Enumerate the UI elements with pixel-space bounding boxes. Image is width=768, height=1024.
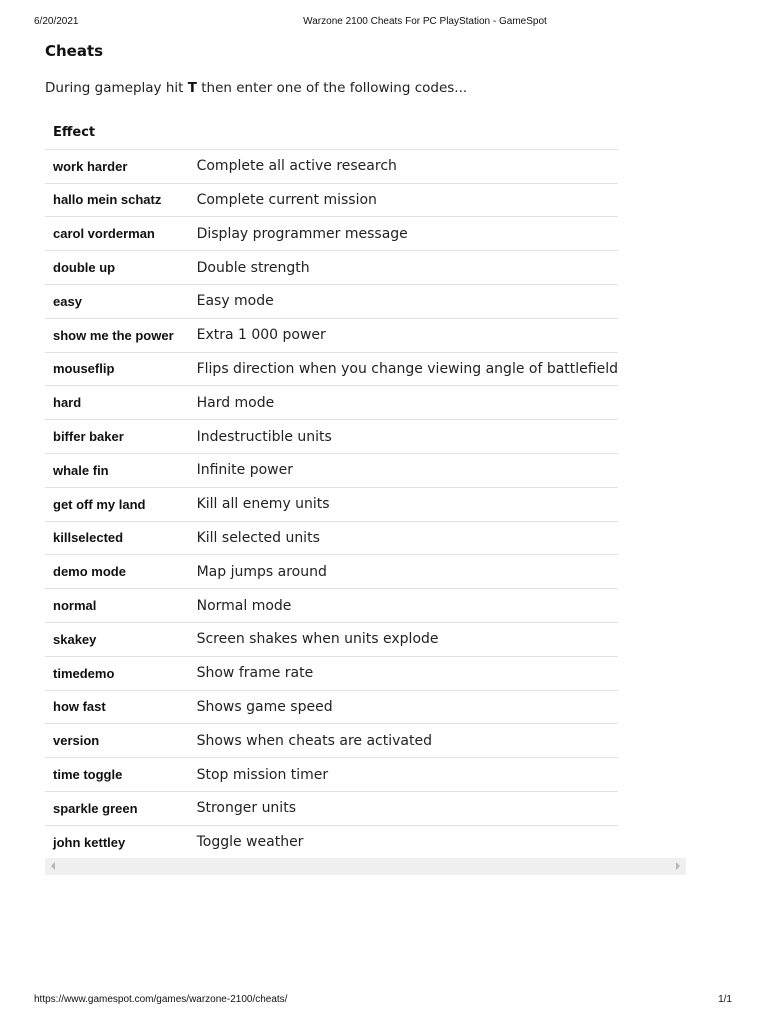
cheat-effect: Screen shakes when units explode: [189, 622, 618, 656]
table-header-row: [45, 116, 618, 149]
table-row: [45, 420, 618, 454]
cheat-code: time toggle: [45, 758, 189, 792]
table-row: [45, 352, 618, 386]
table-row: [45, 487, 618, 521]
table-row: [45, 183, 618, 217]
table-row: [45, 758, 618, 792]
print-header: [0, 16, 768, 30]
cheats-table-container: [45, 116, 686, 859]
cheat-effect: Shows when cheats are activated: [189, 724, 618, 758]
print-date: 6/20/2021: [34, 16, 79, 27]
scroll-left-arrow-icon[interactable]: [51, 862, 55, 870]
table-row: [45, 555, 618, 589]
cheat-effect: Map jumps around: [189, 555, 618, 589]
cheat-effect: Indestructible units: [189, 420, 618, 454]
cheat-effect: Easy mode: [189, 284, 618, 318]
cheat-code: demo mode: [45, 555, 189, 589]
cheat-code: double up: [45, 251, 189, 285]
scroll-right-arrow-icon[interactable]: [676, 862, 680, 870]
cheat-code: normal: [45, 589, 189, 623]
intro-before: During gameplay hit: [45, 80, 188, 96]
print-page-title: Warzone 2100 Cheats For PC PlayStation - GameSpot: [303, 16, 547, 27]
cheat-code: version: [45, 724, 189, 758]
table-row: [45, 284, 618, 318]
cheat-code: carol vorderman: [45, 217, 189, 251]
table-row: [45, 622, 618, 656]
table-row: [45, 521, 618, 555]
table-row: [45, 149, 618, 183]
cheat-code: show me the power: [45, 318, 189, 352]
cheat-code: hard: [45, 386, 189, 420]
cheat-code: sparkle green: [45, 791, 189, 825]
intro-text: [45, 80, 467, 96]
cheat-code: john kettley: [53, 834, 126, 850]
intro-after: then enter one of the following codes...: [196, 80, 468, 96]
table-row: [45, 656, 618, 690]
intro-key: T: [187, 80, 197, 96]
cheat-effect: Stronger units: [189, 791, 618, 825]
section-heading: Cheats: [45, 42, 104, 60]
table-row: [45, 724, 618, 758]
cheat-effect: Show frame rate: [189, 656, 618, 690]
table-row: [45, 453, 618, 487]
cheat-code: skakey: [45, 622, 189, 656]
table-row: [45, 589, 618, 623]
cheats-table-body: [45, 149, 618, 858]
horizontal-scrollbar[interactable]: [45, 858, 686, 875]
table-header-effect: Effect: [45, 116, 189, 149]
cheat-code: whale fin: [45, 453, 189, 487]
cheat-effect: Extra 1 000 power: [189, 318, 618, 352]
cheat-effect: Infinite power: [189, 453, 618, 487]
cheat-code: hallo mein schatz: [45, 183, 189, 217]
cheat-code: timedemo: [45, 656, 189, 690]
cheat-code: biffer baker: [45, 420, 189, 454]
cheat-effect: Stop mission timer: [189, 758, 618, 792]
cheat-code: how fast: [45, 690, 189, 724]
table-row: [45, 791, 618, 825]
print-page-number: 1/1: [718, 994, 732, 1005]
table-row: [45, 825, 618, 858]
cheat-effect: Normal mode: [189, 589, 618, 623]
cheat-code: get off my land: [45, 487, 189, 521]
cheat-effect: Kill selected units: [189, 521, 618, 555]
cheat-effect: Flips direction when you change viewing angle of battlefield: [189, 352, 618, 386]
table-header-empty: [189, 116, 618, 149]
cheat-effect: Double strength: [189, 251, 618, 285]
cheat-effect: Complete current mission: [189, 183, 618, 217]
cheat-code: killselected: [45, 521, 189, 555]
cheat-code: work harder: [45, 149, 189, 183]
table-row: [45, 251, 618, 285]
print-url: https://www.gamespot.com/games/warzone-2100/cheats/: [34, 994, 288, 1005]
cheat-effect: Shows game speed: [189, 690, 618, 724]
cheat-effect: Display programmer message: [189, 217, 618, 251]
table-row: [45, 386, 618, 420]
cheats-table: [45, 116, 618, 859]
table-row: [45, 217, 618, 251]
cheat-code: mouseflip: [45, 352, 189, 386]
cheat-effect: Hard mode: [189, 386, 618, 420]
table-row: [45, 318, 618, 352]
cheat-effect: Toggle weather: [196, 834, 304, 851]
cheat-effect: Kill all enemy units: [189, 487, 618, 521]
cheat-code: easy: [45, 284, 189, 318]
cheat-effect: Complete all active research: [189, 149, 618, 183]
table-row: [45, 690, 618, 724]
print-footer: [0, 994, 768, 1008]
